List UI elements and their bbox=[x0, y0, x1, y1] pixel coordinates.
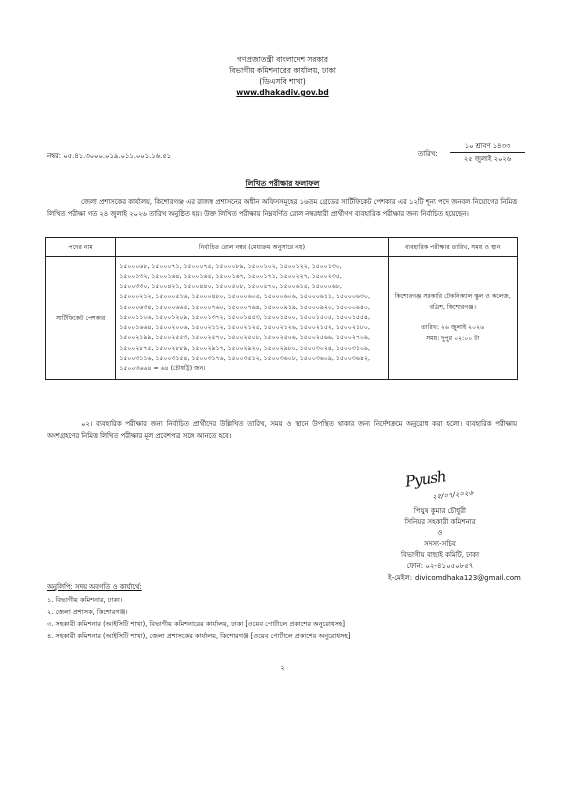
document-title: লিখিত পরীক্ষার ফলাফল bbox=[245, 179, 320, 188]
date-label: তারিখ: bbox=[418, 150, 438, 158]
roll-line: ১৫০০১৩২, ১৫০০১৬৪, ১৫০০১৬৫, ১৫০০১৬৭, ১৫০০১৭১, ১৫০০২২৭, ১৫০০২৩৫, bbox=[119, 273, 342, 281]
roll-line: ১৫০০১৬৬৪, ১৫০০২০০৬, ১৫০০২১১২, ১৫০০২১২৫, ১৫০০২১২৬, ১৫০০২১৫২, ১৫০০২১৮০, bbox=[119, 324, 370, 332]
signer-name: পিযুষ কুমার চৌধুরী bbox=[413, 507, 467, 515]
col-header-schedule: ব্যবহারিক পরীক্ষার তারিখ, সময় ও স্থান bbox=[388, 238, 517, 257]
signature-date: ২৫/০৭/২০২৬ bbox=[431, 488, 474, 502]
signature-scrawl: Pyush bbox=[403, 467, 447, 491]
govt-title: গণপ্রজাতন্ত্রী বাংলাদেশ সরকার bbox=[236, 55, 329, 64]
post-name: সার্টিফিকেট পেশকার bbox=[46, 257, 116, 380]
venue-name: কিশোরগঞ্জ সরকারি টেকনিক্যাল স্কুল ও কলেজ, বত্রিশ, কিশোরগঞ্জ। bbox=[394, 293, 511, 311]
results-table bbox=[45, 237, 518, 380]
roll-line: ১৫০০৩৩০, ১৫০০৪২১, ১৫০০৪৪০, ১৫০০৫০৮, ১৫০০৫৭০, ১৫০০৬১৫, ১৫০০০৬৮, bbox=[119, 283, 342, 291]
office-title: বিভাগীয় কমিশনারের কার্যালয়, ঢাকা bbox=[229, 66, 336, 75]
memo-number: নম্বর: ০৫.৪১.৩০০০.০১৯.০১১.০০১.১৬.৫১ bbox=[47, 152, 172, 160]
list-item: ২. জেলা প্রশাসক, কিশোরগঞ্জ। bbox=[47, 608, 128, 616]
website-link[interactable]: www.dhakadiv.gov.bd bbox=[236, 88, 329, 97]
col-header-post: পদের নাম bbox=[46, 238, 116, 257]
roll-line: ১৫০০১১০৬, ১৫০০১২০৯, ১৫০০১৩৭২, ১৫০০১৪৫৩, ১৫০০১৫০০, ১৫০০১৫০৫, ১৫০০১৫৫৪, bbox=[119, 313, 370, 321]
branch-title: (ডিএসবি শাখা) bbox=[259, 77, 306, 86]
copies-list bbox=[47, 594, 527, 642]
roll-line: ১৫০০০৬৩৪, ১৫০০০৬৬৫, ১৫০০০৭৬০, ১৫০০০৭৬৪, ১৫০০০৯১৯, ১৫০০০৯২০, ১৫০০০৯৪০, bbox=[119, 303, 371, 311]
signer-and: ও bbox=[437, 529, 443, 537]
email-link[interactable]: divicomdhaka123@gmail.com bbox=[415, 574, 521, 582]
roll-line: ১৫০০৩১১৬, ১৫০০৩১৫৪, ১৫০০৩১৭৬, ১৫০০৩৫১২, ১৫০০৩৬০৮, ১৫০০৩৬০৯, ১৫০০৩৬৪২, bbox=[119, 354, 370, 362]
table-header-row bbox=[46, 238, 518, 257]
list-item: ৩. সহকারী কমিশনার (আইসিটি শাখা), বিভাগীয় কমিশনারের কার্যালয়, ঢাকা [ওয়েব পোর্টালে প্রকাশের অনুরোধসহ] bbox=[47, 620, 345, 628]
date-divider bbox=[450, 152, 525, 153]
roll-line: ১৫০০২১৯৯, ১৫০০২৫৫৩, ১৫০০২৫৭০, ১৫০০২৫০৮, ১৫০০২৫০৬, ১৫০০২৫৬৬, ১৫০০২৭০৯, bbox=[119, 334, 370, 342]
copies-heading: অনুলিপি: সদয় অবগতি ও কার্যার্থে: bbox=[47, 583, 142, 591]
roll-line: ১৫০০০২১২, ১৫০০০৫১৬, ১৫০০০৪৮০, ১৫০০০৬০৫, ১৫০০০৬০৬, ১৫০০০৬১১, ১৫০০০৬৩০, bbox=[119, 293, 371, 301]
instruction-paragraph: ০২। ব্যবহারিক পরীক্ষার জন্য নির্বাচিত প্রার্থীদের উল্লিখিত তারিখ, সময় ও স্থানে উপস্থিত থাকার জন্য নির্দেশক্রমে অনুরোধ করা হলো। ব্যবহারিক পরীক্ষায় অংশগ্রহণের নিমিত্ত লিখিত পরীক্ষার মূল প্রবেশপত্র সঙ্গে আনতে হবে। bbox=[47, 420, 517, 440]
exam-schedule bbox=[388, 257, 517, 380]
venue-time: সময়: দুপুর ০২:০০ টা bbox=[426, 334, 480, 342]
table-row bbox=[46, 257, 518, 380]
list-item: ১. বিভাগীয় কমিশনার, ঢাকা। bbox=[47, 596, 123, 604]
date-bangla: ১০ শ্রাবণ ১৪৩৩ bbox=[464, 142, 511, 150]
intro-paragraph: জেলা প্রশাসকের কার্যালয়, কিশোরগঞ্জ এর রাজস্ব প্রশাসনের অধীন অফিসসমূহের ১৬তম গ্রেডের সার্টিফিকেট পেশকার এর ১২টি শূন্য পদে জনবল নিয়োগের নিমিত্ত লিখিত পরীক্ষা গত ২৪ জুলাই ২০২৬ তারিখ অনুষ্ঠিত হয়। উক্ত লিখিত পরীক্ষায় নিম্নবর্ণিত রোল নম্বরধারী প্রার্থীগণ ব্যবহারিক পরীক্ষার জন্য নির্বাচিত হয়েছেন। bbox=[47, 198, 517, 218]
roll-numbers bbox=[116, 257, 388, 380]
email-label: ই-মেইল: bbox=[388, 574, 413, 582]
page-number: ২ bbox=[280, 664, 285, 672]
col-header-rolls: নির্বাচিত রোল নম্বর (মেধাক্রম অনুসারে নয়) bbox=[116, 238, 388, 257]
roll-line: ১৫০০২৮৭৫, ১৫০০২৮৮৯, ১৫০০২৯১৭, ১৫০০২৯২০, ১৫০০২৯৮০, ১৫০০৩০২৪, ১৫০০৩১০৯, bbox=[119, 344, 370, 352]
signer-role: সদস্য-সচিব bbox=[424, 540, 456, 548]
roll-line: ১৫০০৩৬৬৪ = ৬৪ (চৌষট্টি) জন। bbox=[119, 364, 206, 372]
date-english: ২৫ জুলাই ২০২৬ bbox=[463, 155, 512, 163]
venue-date: তারিখ: ২৬ জুলাই ২০২৬ bbox=[421, 324, 485, 331]
signer-phone: ফোন: ০২-৪১০৫০৮৫৭ bbox=[406, 562, 474, 570]
signer-designation: সিনিয়র সহকারী কমিশনার bbox=[404, 518, 476, 526]
list-item: ৪. সহকারী কমিশনার (আইসিটি শাখা), জেলা প্রশাসকের কার্যালয়, কিশোরগঞ্জ [ওয়েব পোর্টালে প্রকাশের অনুরোধসহ] bbox=[47, 632, 351, 640]
roll-line: ১৫০০০৬৮, ১৫০০০৭১, ১৫০০০৭৫, ১৫০০০৮৯, ১৫০০১০২, ১৫০০১২২, ১৫০০১৩০, bbox=[119, 262, 342, 270]
signer-committee: বিভাগীয় বাছাই কমিটি, ঢাকা bbox=[400, 551, 480, 559]
